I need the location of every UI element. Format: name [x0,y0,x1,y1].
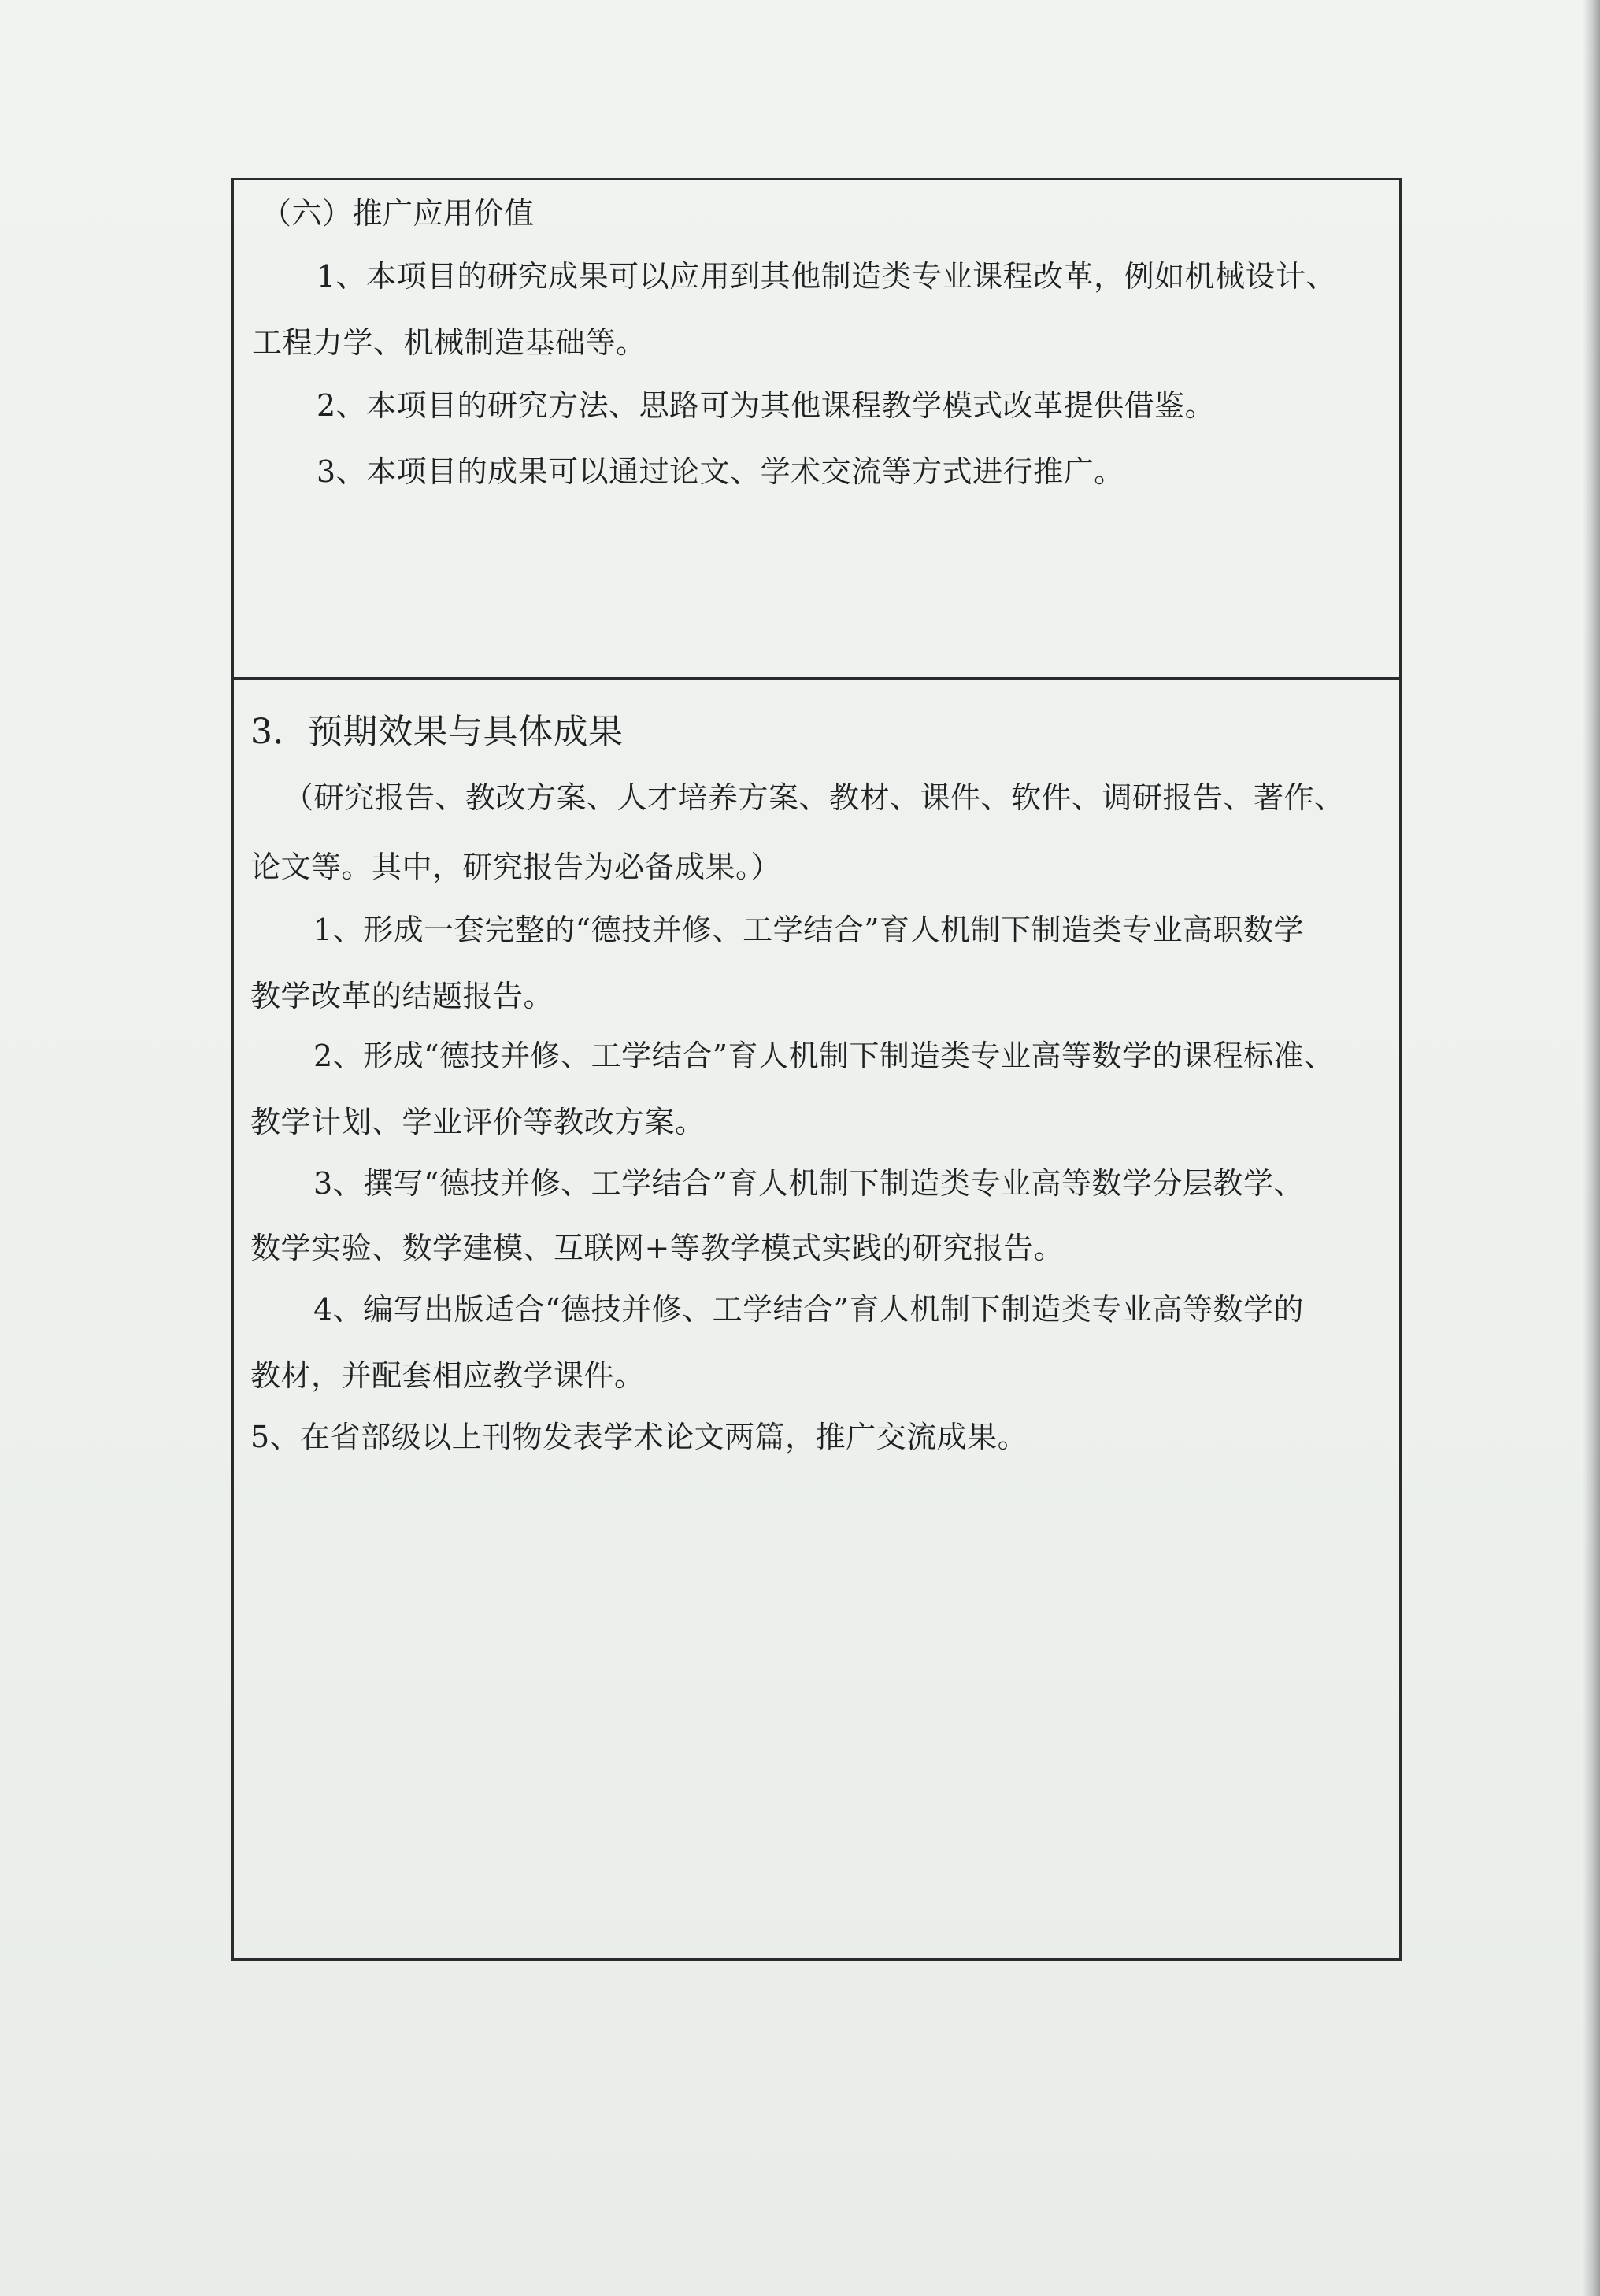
result2-line2: 教学计划、学业评价等教改方案。 [250,1105,706,1139]
section-six-item1-line2: 工程力学、机械制造基础等。 [252,325,646,360]
result1-line1: 1、形成一套完整的“德技并修、工学结合”育人机制下制造类专业高职数学 [313,913,1305,947]
section-three-note-line1: （研究报告、教改方案、人才培养方案、教材、课件、软件、调研报告、著作、 [283,780,1345,815]
result3-line2: 数学实验、数学建模、互联网+等教学模式实践的研究报告。 [250,1231,1065,1265]
section-three-note-line2: 论文等。其中，研究报告为必备成果。） [250,850,782,884]
section-six-item2: 2、本项目的研究方法、思路可为其他课程教学模式改革提供借鉴。 [317,388,1216,423]
section-six-title: （六）推广应用价值 [261,196,535,231]
result4-line2: 教材，并配套相应教学课件。 [250,1358,645,1393]
section-divider [231,677,1402,680]
page-edge-shadow [1583,0,1600,2296]
result3-line1: 3、撰写“德技并修、工学结合”育人机制下制造类专业高等数学分层教学、 [313,1166,1305,1201]
result1-line2: 教学改革的结题报告。 [250,979,554,1013]
result2-line1: 2、形成“德技并修、工学结合”育人机制下制造类专业高等数学的课程标准、 [313,1039,1335,1073]
result4-line1: 4、编写出版适合“德技并修、工学结合”育人机制下制造类专业高等数学的 [313,1292,1305,1327]
section-three-title: 3．预期效果与具体成果 [250,712,624,752]
result5: 5、在省部级以上刊物发表学术论文两篇，推广交流成果。 [250,1420,1028,1454]
section-six-item3: 3、本项目的成果可以通过论文、学术交流等方式进行推广。 [317,454,1124,489]
section-six-item1-line1: 1、本项目的研究成果可以应用到其他制造类专业课程改革，例如机械设计、 [317,259,1337,294]
